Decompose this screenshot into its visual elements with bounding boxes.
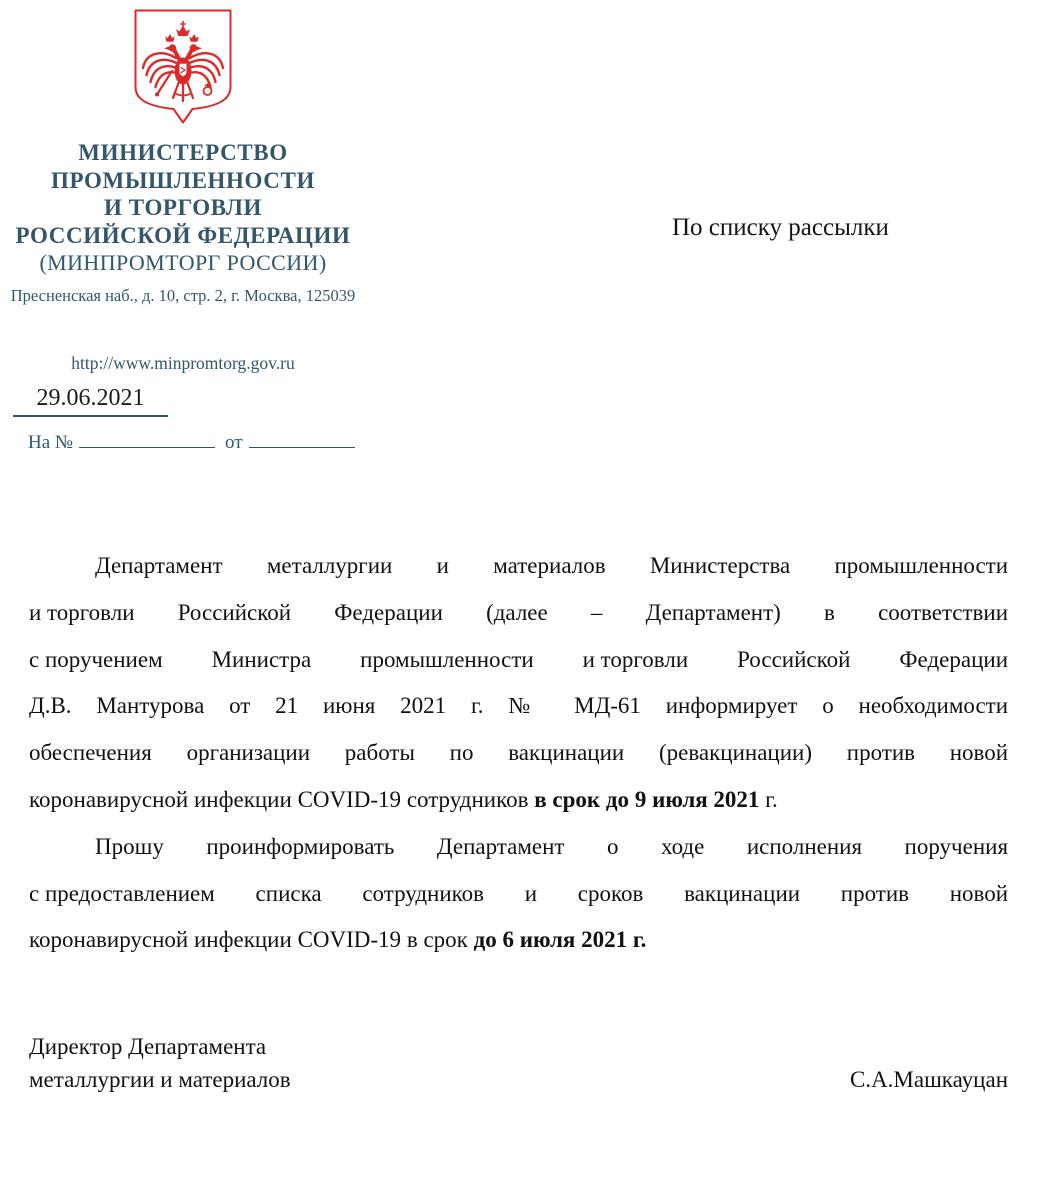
ministry-address: Пресненская наб., д. 10, стр. 2, г. Москва, 125039	[10, 286, 356, 305]
ministry-name-line: И ТОРГОВЛИ	[103, 195, 263, 220]
body-line: Прошу проинформировать Департамент о ходе исполнения поручения	[95, 833, 1009, 859]
ministry-name-line: РОССИЙСКОЙ ФЕДЕРАЦИИ	[15, 222, 351, 248]
body-line: с поручением Министра промышленности и торговли Российской Федерации	[29, 646, 1008, 672]
ref-number-blank	[79, 429, 215, 448]
coat-of-arms-eagle-icon	[133, 8, 233, 126]
ref-date-label: от	[225, 432, 243, 453]
recipient-line: По списку рассылки	[672, 214, 889, 241]
reference-line	[28, 429, 368, 454]
signer-position	[29, 1030, 291, 1096]
body-line: коронавирусной инфекции COVID-19 в срок до 6 июля 2021 г.	[29, 927, 647, 953]
ministry-name-line: МИНИСТЕРСТВО	[78, 140, 288, 165]
body-line: коронавирусной инфекции COVID-19 сотрудников в срок до 9 июля 2021 г.	[29, 786, 778, 812]
body-line: Д.В. Мантурова от 21 июня 2021 г. № МД-61 информирует о необходимости	[29, 693, 1009, 719]
body-line: Департамент металлургии и материалов Министерства промышленности	[95, 553, 1009, 578]
signature-block	[29, 1030, 1008, 1096]
ministry-name	[0, 139, 366, 249]
body-line: обеспечения организации работы по вакцинации (ревакцинации) против новой	[29, 740, 1009, 766]
ministry-website: http://www.minpromtorg.gov.ru	[71, 353, 295, 373]
coat-of-arms	[133, 8, 233, 126]
ministry-short-name: (МИНПРОМТОРГ РОССИИ)	[39, 250, 327, 275]
letter-date: 29.06.2021	[13, 385, 168, 417]
ministry-name-line: ПРОМЫШЛЕННОСТИ	[51, 167, 315, 193]
signer-position-line: металлургии и материалов	[29, 1067, 291, 1092]
ref-number-label: На №	[28, 432, 74, 453]
body-line: с предоставлением списка сотрудников и сроков вакцинации против новой	[29, 880, 1009, 906]
signer-name: С.А.Машкауцан	[849, 1067, 1008, 1092]
body-line: и торговли Российской Федерации (далее – Департамент) в соответствии	[29, 599, 1009, 625]
body-paragraphs	[29, 543, 1008, 964]
signer-position-line: Директор Департамента	[29, 1034, 267, 1059]
ref-date-blank	[249, 429, 355, 448]
